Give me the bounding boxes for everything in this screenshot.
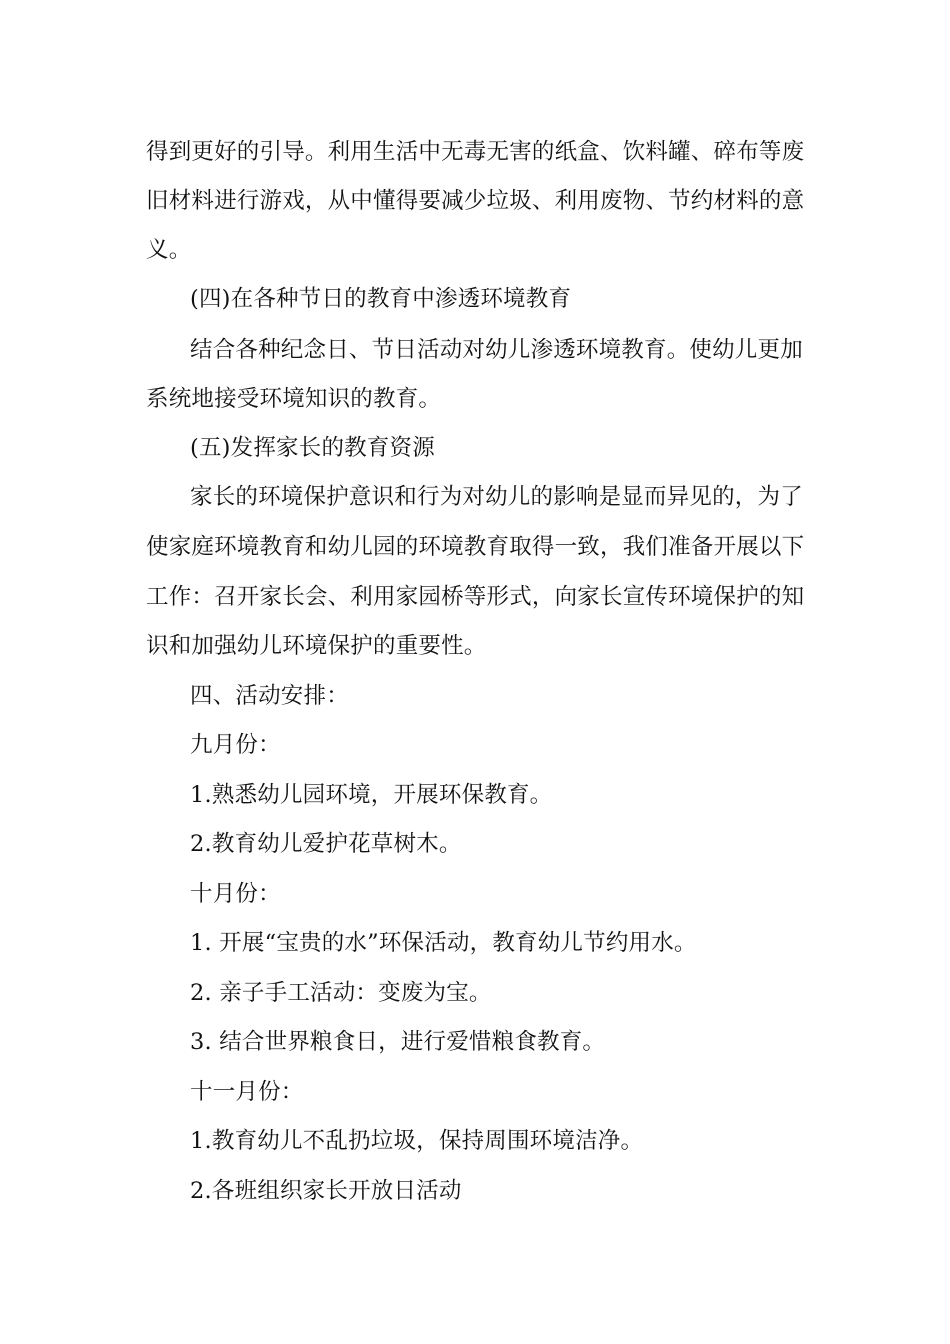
paragraph-line: 系统地接受环境知识的教育。 <box>146 386 442 412</box>
section-heading: 四、活动安排： <box>190 683 349 709</box>
list-item: 1.教育幼儿不乱扔垃圾，保持周围环境洁净。 <box>190 1128 644 1154</box>
paragraph-line: 使家庭环境教育和幼儿园的环境教育取得一致，我们准备开展以下 <box>146 534 805 560</box>
paragraph-line: 工作：召开家长会、利用家园桥等形式，向家长宣传环境保护的知 <box>146 584 805 610</box>
list-item: 1. 开展“宝贵的水”环保活动，教育幼儿节约用水。 <box>190 930 697 956</box>
list-item: 2.教育幼儿爱护花草树木。 <box>190 831 462 857</box>
paragraph-line: 结合各种纪念日、节日活动对幼儿渗透环境教育。使幼儿更加 <box>190 337 803 363</box>
paragraph-line: 家长的环境保护意识和行为对幼儿的影响是显而异见的，为了 <box>190 484 803 510</box>
list-item: 2. 亲子手工活动：变废为宝。 <box>190 980 492 1006</box>
paragraph-line: 识和加强幼儿环境保护的重要性。 <box>146 633 487 659</box>
month-heading: 十月份： <box>190 881 281 907</box>
month-heading: 九月份： <box>190 732 281 758</box>
month-heading: 十一月份： <box>190 1079 304 1105</box>
paragraph-line: 得到更好的引导。利用生活中无毒无害的纸盒、饮料罐、碎布等废 <box>146 139 805 165</box>
list-item: 3. 结合世界粮食日，进行爱惜粮食教育。 <box>190 1029 606 1055</box>
paragraph-line: 义。 <box>146 237 192 263</box>
list-item: 1.熟悉幼儿园环境，开展环保教育。 <box>190 782 553 808</box>
list-item: 2.各班组织家长开放日活动 <box>190 1178 462 1204</box>
section-heading: (四)在各种节日的教育中渗透环境教育 <box>190 286 572 312</box>
paragraph-line: 旧材料进行游戏，从中懂得要减少垃圾、利用废物、节约材料的意 <box>146 188 805 214</box>
section-heading: (五)发挥家长的教育资源 <box>190 435 435 461</box>
